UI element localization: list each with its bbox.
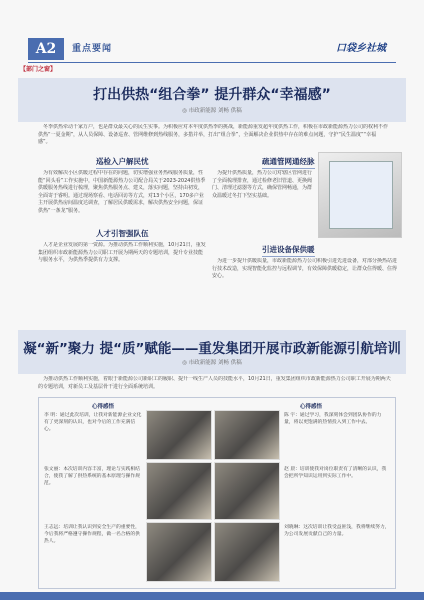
testimonial: 王志远：培训让我认识到安全生产的重要性，今后我将严格遵守操作规程，做一名合格的供热人。 [44, 525, 140, 544]
section-title: 重点要闻 [72, 44, 113, 54]
article-title: 凝“新”聚力 提“质”赋能——重发集团开展市政新能源引航培训 [23, 341, 401, 357]
article-byline: ◎ 市政新能源 刘畅 供稿 [182, 360, 242, 366]
page-number: A2 [28, 38, 64, 60]
testimonial: 李 明：通过此次培训，让我对新能源企业文化有了更深刻的认识，也对今后的工作充满信心。 [44, 413, 142, 432]
testimonial: 陈 宇：通过学习，我深刻体会到团队协作的力量，将以更饱满的热情投入到工作中去。 [284, 413, 382, 425]
phone-photo [318, 152, 402, 238]
person-photo [214, 522, 280, 582]
person-photo [214, 410, 280, 460]
article-body: 为进一步提升供暖质量，市政新能源热力公司积极引进先进设备，对部分换热站进行技术改造，实现智能化监控与远程调节，有效保障供暖稳定，让群众住得暖、住得安心。 [212, 258, 398, 279]
article-lead: 冬季供热牵动千家万户，也是群众最关心的民生实事。为积极应对本年度供热季的挑战，新能源重发超年度供热工作，积极在市政新能源热力公司的权利不作供热“一夏金期”，从人员保障、设备巡查、管网维修到热线服务，多措并举，打出“组合拳”，全面解决企业供热中存在的难点问题，守护“民生温度”“幸福感”。 [38, 124, 388, 145]
phone-screen [329, 161, 393, 229]
subheading: 引进设备保供暖 [262, 244, 315, 257]
testimonial: 刘晓琳：这次培训让我受益匪浅，我将继续努力，为公司发展贡献自己的力量。 [284, 525, 390, 537]
brand-logo: 口袋乡社城 [336, 43, 386, 54]
testimonial: 赵 晨：培训使我对岗位职责有了清晰的认识，我会把所学知识运用到实际工作中。 [284, 467, 387, 479]
article-body: 人才是企业发展的第一资源。为推动供热工作顺利实施，10月21日，重发集团组织市政新能源热力公司职工开展为期两天的专题培训，提升专业技能与服务水平，为供热季提供有力支撑。 [38, 242, 206, 263]
person-photo [146, 462, 212, 520]
article-body: 为有效解决小区供暖过程中存在的问题，切实增强业务热线服务质量，性能“回头看”工作实施中，中国新能源热力公司配合局关于2023-2024供热季供暖服务热线进行梳理，聚焦供热服务点、建义，落实问题，坚持由初发，全面寄于睿明。通过现场察看、电话回访等方式，对13个小区，170多户业主开展供热房间温度达调查，了解居民供暖需求，解决供热安全问题，保证供热“一条龙”服务。 [38, 170, 206, 214]
testimonial: 张文丽：本次培训内容丰富，理论与实践相结合，使我了解了供热系统的基本原理与操作规范。 [44, 467, 140, 486]
subheading: 人才引智强队伍 [96, 228, 149, 241]
person-photo [214, 462, 280, 520]
person-photo [146, 522, 212, 582]
subheading: 巡检入户解民忧 [96, 156, 149, 169]
panel-label: 心得感悟 [92, 404, 115, 410]
page-header [0, 36, 424, 62]
person-photo [146, 410, 212, 460]
article-lead: 为推动供热工作顺利实施，着眼于新能源公司新职工的履职、提升一线生产人员的技能水平，10月21日，重发集团组织市政新能源热力公司职工开展为期两天的专题培训，对新员工及基层骨干进行全面系统培训。 [38, 376, 391, 390]
article-title: 打出供热“组合拳” 提升群众“幸福感” [93, 87, 331, 103]
article-body: 为提升供热质量，热力公司对辖区管网进行了全面梳理排查，通过检修老旧管道、更换阀门、清理过滤器等方式，确保管网畅通，为群众温暖过冬打下坚实基础。 [212, 170, 312, 199]
subheading: 疏通管网通经脉 [262, 156, 315, 169]
footer-bar [0, 592, 424, 600]
header-rule [28, 62, 396, 63]
column-label: 【部门之窗】 [20, 66, 57, 73]
article-byline: ◎ 市政新能源 刘畅 供稿 [182, 108, 242, 114]
panel-label: 心得感悟 [300, 404, 323, 410]
